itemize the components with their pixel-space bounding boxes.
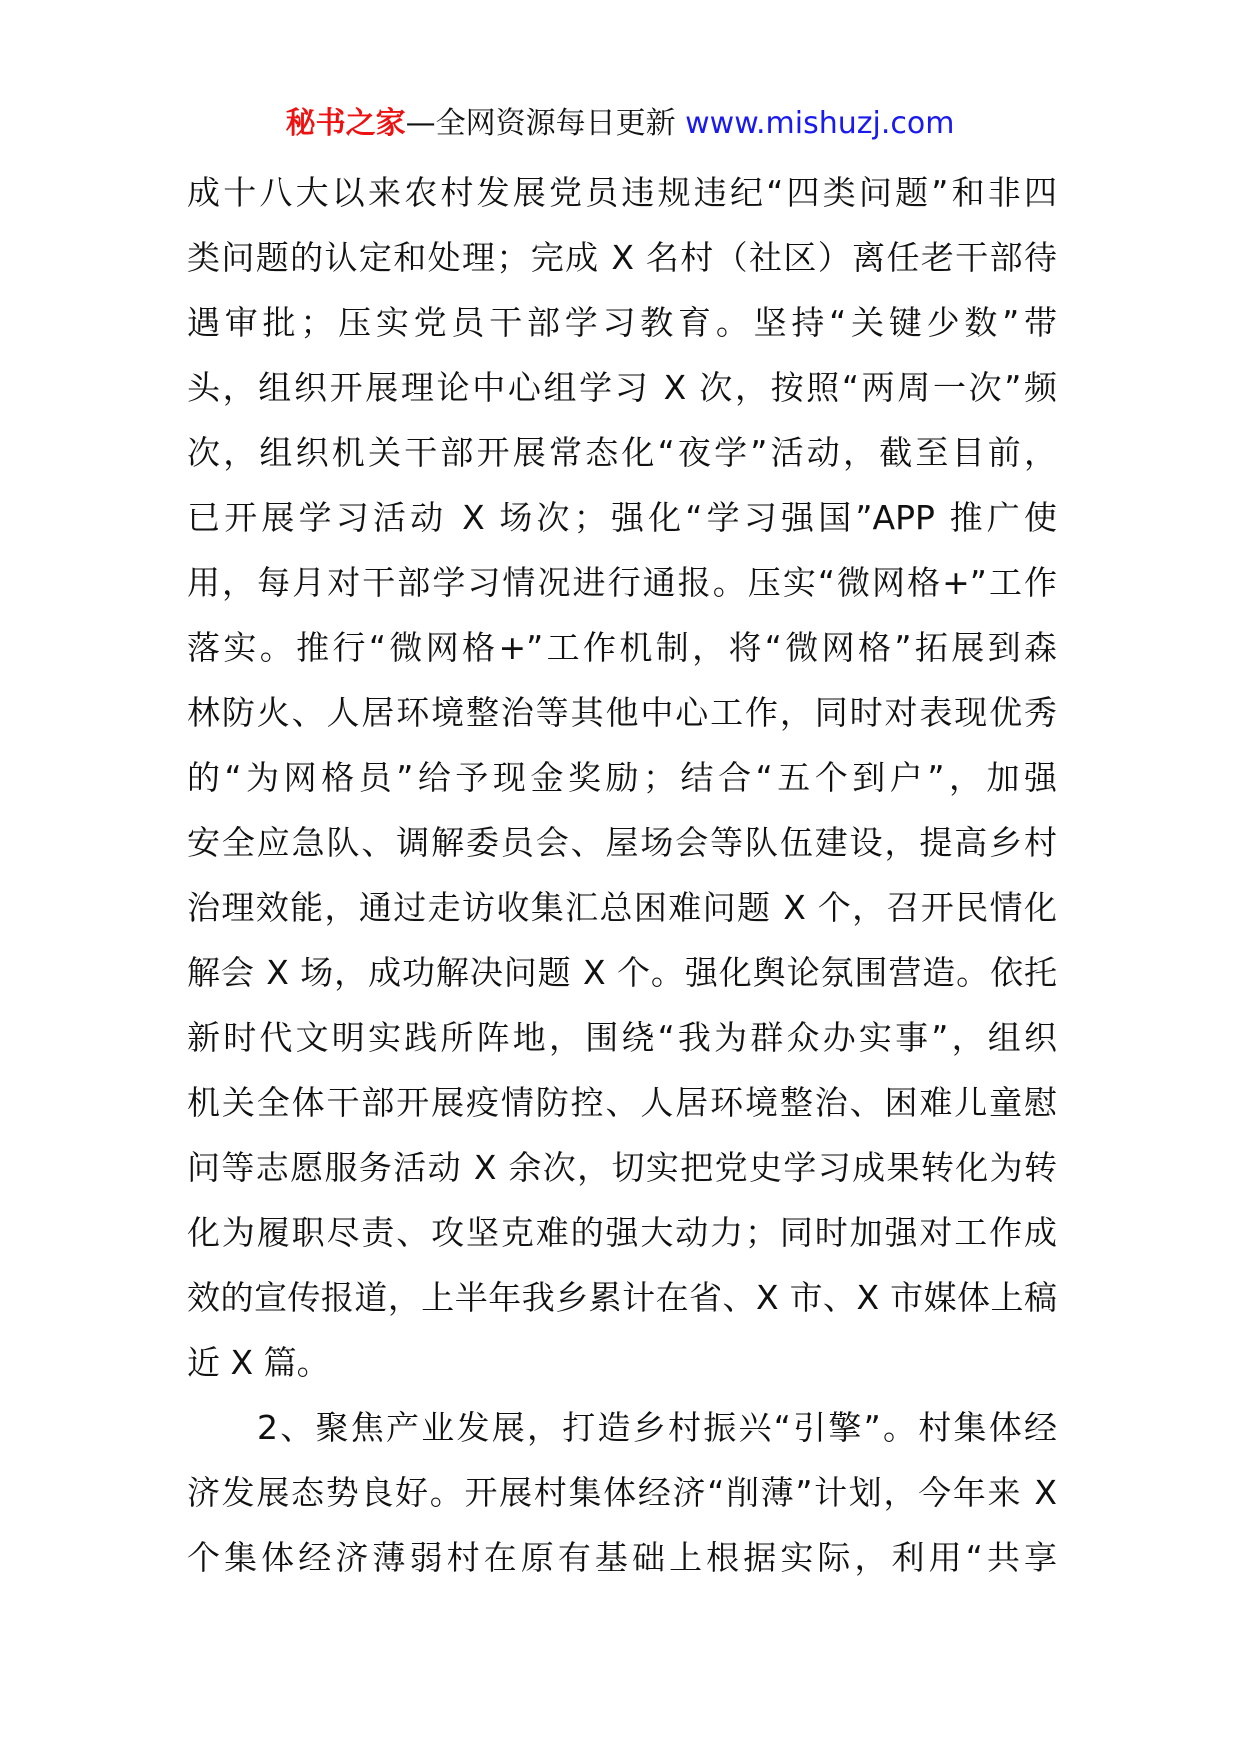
text-line: 安全应急队、调解委员会、屋场会等队伍建设，提高乡村	[187, 823, 1057, 862]
text-line: 治理效能，通过走访收集汇总困难问题 X 个，召开民情化	[187, 888, 1057, 927]
text-line: 个集体经济薄弱村在原有基础上根据实际，利用“共享	[187, 1538, 1057, 1577]
text-line: 头，组织开展理论中心组学习 X 次，按照“两周一次”频	[187, 368, 1057, 407]
text-line: 次，组织机关干部开展常态化“夜学”活动，截至目前，	[187, 433, 1057, 472]
text-line: 的“为网格员”给予现金奖励；结合“五个到户”，加强	[187, 758, 1057, 797]
header-tagline: —全网资源每日更新	[405, 106, 686, 141]
page-header	[0, 104, 1240, 144]
text-line: 问等志愿服务活动 X 余次，切实把党史学习成果转化为转	[187, 1148, 1057, 1187]
text-line: 林防火、人居环境整治等其他中心工作，同时对表现优秀	[187, 693, 1057, 732]
text-line: 新时代文明实践所阵地，围绕“我为群众办实事”，组织	[187, 1018, 1057, 1057]
text-line: 成十八大以来农村发展党员违规违纪“四类问题”和非四	[187, 173, 1057, 212]
text-line: 效的宣传报道，上半年我乡累计在省、X 市、X 市媒体上稿	[187, 1278, 1057, 1317]
brand-name: 秘书之家	[285, 106, 406, 141]
document-body	[187, 160, 1057, 1590]
text-line: 解会 X 场，成功解决问题 X 个。强化舆论氛围营造。依托	[187, 953, 1057, 992]
text-line: 落实。推行“微网格+”工作机制，将“微网格”拓展到森	[187, 628, 1057, 667]
text-line: 遇审批；压实党员干部学习教育。坚持“关键少数”带	[187, 303, 1057, 342]
section-heading-line: 2、聚焦产业发展，打造乡村振兴“引擎”。村集体经	[257, 1408, 1057, 1447]
text-line: 济发展态势良好。开展村集体经济“削薄”计划，今年来 X	[187, 1473, 1057, 1512]
text-line: 用，每月对干部学习情况进行通报。压实“微网格+”工作	[187, 563, 1057, 602]
text-line: 机关全体干部开展疫情防控、人居环境整治、困难儿童慰	[187, 1083, 1057, 1122]
text-line: 已开展学习活动 X 场次；强化“学习强国”APP 推广使	[187, 498, 1057, 537]
text-line: 类问题的认定和处理；完成 X 名村（社区）离任老干部待	[187, 238, 1057, 277]
website-link[interactable]: www.mishuzj.com	[685, 106, 955, 141]
paragraph-end-line: 近 X 篇。	[187, 1343, 330, 1382]
text-line: 化为履职尽责、攻坚克难的强大动力；同时加强对工作成	[187, 1213, 1057, 1252]
